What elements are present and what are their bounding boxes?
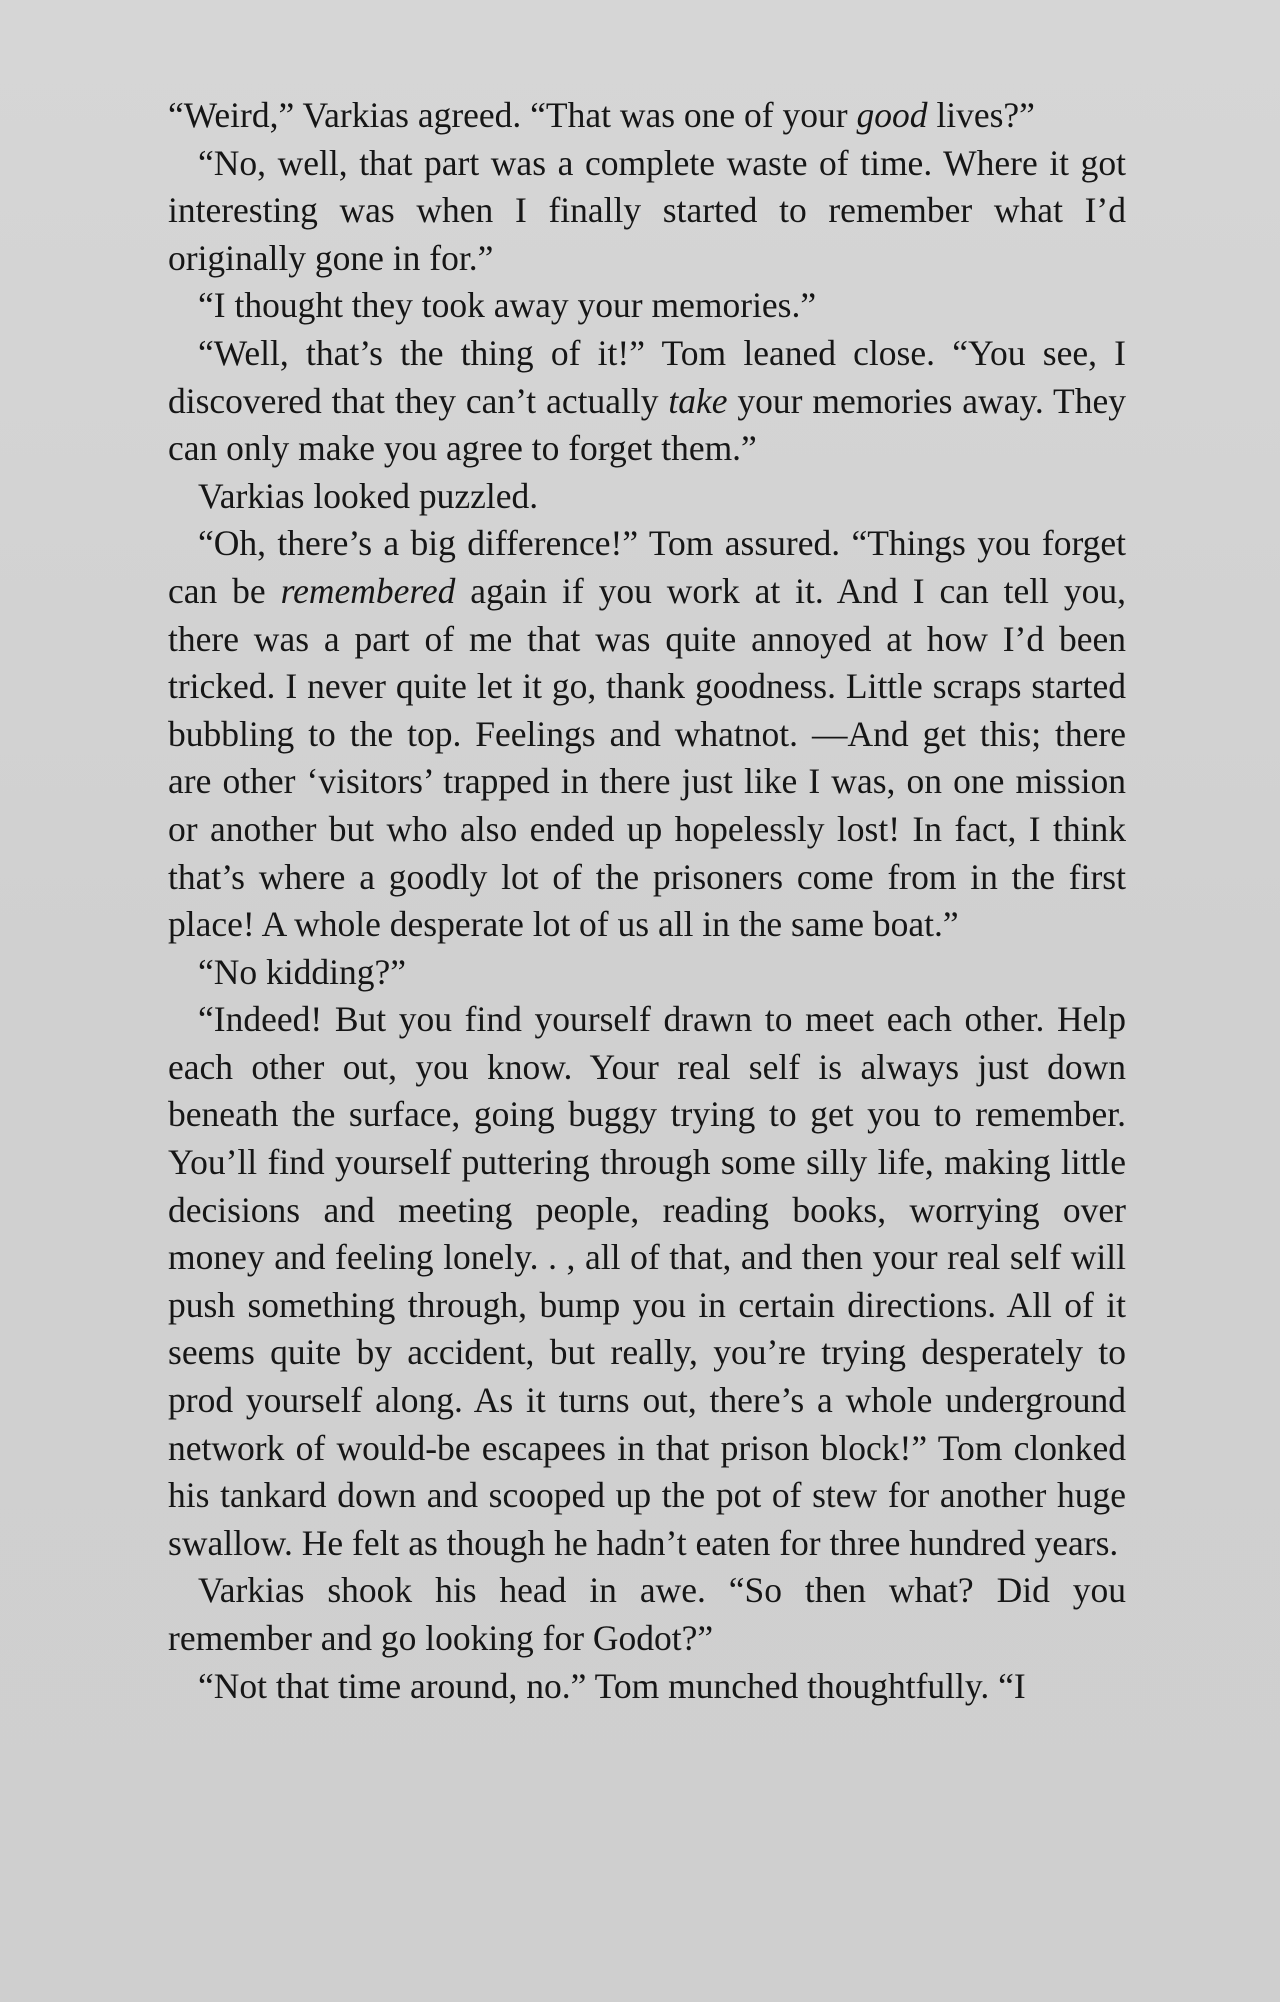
- paragraph: [168, 140, 1126, 283]
- text-run: your memories away. They can only make you agree to forget them.”: [168, 380, 1126, 469]
- paragraph: [168, 1567, 1126, 1662]
- paragraph: [168, 996, 1126, 1567]
- italic-text: remembered: [280, 570, 456, 611]
- italic-text: take: [668, 380, 728, 421]
- paragraph: [168, 1663, 1126, 1711]
- text-run: “No, well, that part was a complete waste of time. Where it got interesting was when I finally started to remember what I’d originally gone in for.”: [168, 142, 1126, 278]
- paragraph: [168, 92, 1126, 140]
- paragraph: [168, 473, 1126, 521]
- text-run: again if you work at it. And I can tell you, there was a part of me that was quite annoyed at how I’d been tricked. I never quite let it go, thank goodness. Little scraps started bubbling to the top. Feelings and whatnot. —And get this; there are other ‘visitors’ trapped in there just like I was, on one mission or another but who also ended up hopelessly lost! In fact, I think that’s where a goodly lot of the prisoners come from in the first place! A whole desperate lot of us all in the same boat.”: [168, 570, 1126, 945]
- text-run: lives?”: [927, 95, 1035, 135]
- italic-text: good: [856, 95, 928, 135]
- paragraph: [168, 520, 1126, 948]
- page-text: [168, 92, 1126, 1710]
- text-run: Varkias looked puzzled.: [198, 475, 539, 516]
- text-run: “No kidding?”: [198, 951, 407, 992]
- paragraph: [168, 330, 1126, 473]
- text-run: “Indeed! But you find yourself drawn to meet each other. Help each other out, you know. Your real self is always just down beneath the surface, going buggy trying to get you to remember. You’ll find yourself puttering through some silly life, making little decisions and meeting people, reading books, worrying over money and feeling lonely. . , all of that, and then your real self will push something through, bump you in certain directions. All of it seems quite by accident, but really, you’re trying desperately to prod yourself along. As it turns out, there’s a whole underground network of would-be escapees in that prison block!” Tom clonked his tankard down and scooped up the pot of stew for another huge swallow. He felt as though he hadn’t eaten for three hundred years.: [168, 999, 1126, 1563]
- text-run: “Not that time around, no.” Tom munched thoughtfully. “I: [198, 1665, 1026, 1706]
- paragraph: [168, 949, 1126, 997]
- text-run: Varkias shook his head in awe. “So then what? Did you remember and go looking for Godot?”: [168, 1570, 1126, 1658]
- text-run: “Well, that’s the thing of it!” Tom leaned close. “You see, I discovered that they can’t actually: [168, 332, 1126, 421]
- text-run: “Oh, there’s a big difference!” Tom assured. “Things you forget can be: [168, 523, 1126, 611]
- paragraph: [168, 282, 1126, 330]
- text-run: “I thought they took away your memories.”: [198, 285, 817, 326]
- text-run: “Weird,” Varkias agreed. “That was one of your: [168, 95, 857, 135]
